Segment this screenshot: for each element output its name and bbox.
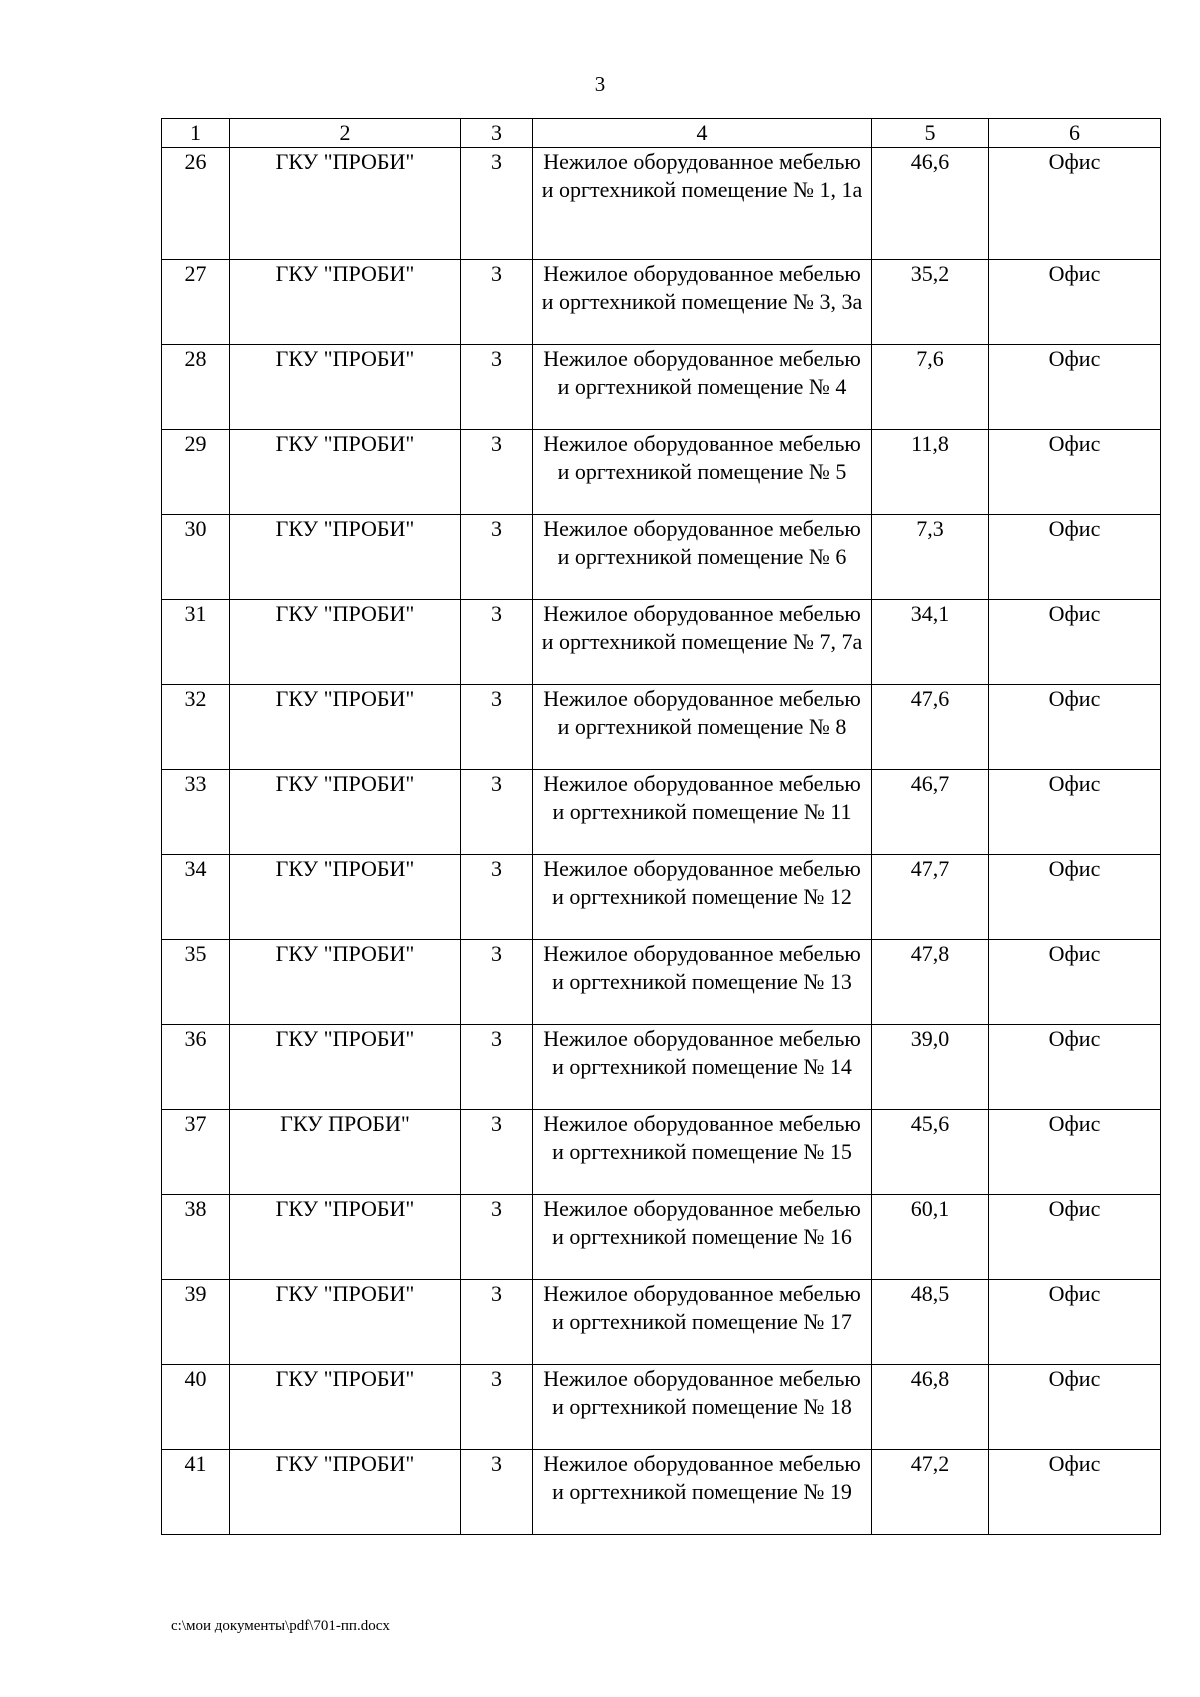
floor: 3 bbox=[461, 940, 533, 1025]
table-row bbox=[162, 770, 1161, 855]
footer-file-path: c:\мои документы\pdf\701-пп.docx bbox=[171, 1618, 390, 1634]
area: 11,8 bbox=[872, 430, 989, 515]
table-row bbox=[162, 855, 1161, 940]
column-header-4: 4 bbox=[533, 119, 872, 148]
premises-description: Нежилое оборудованное мебелью и оргтехникой помещение № 4 bbox=[533, 345, 872, 430]
organization: ГКУ "ПРОБИ" bbox=[230, 1280, 461, 1365]
table-row bbox=[162, 260, 1161, 345]
purpose: Офис bbox=[989, 1280, 1161, 1365]
premises-description: Нежилое оборудованное мебелью и оргтехникой помещение № 15 bbox=[533, 1110, 872, 1195]
purpose: Офис bbox=[989, 345, 1161, 430]
area: 46,6 bbox=[872, 148, 989, 260]
row-number: 34 bbox=[162, 855, 230, 940]
area: 7,3 bbox=[872, 515, 989, 600]
organization: ГКУ "ПРОБИ" bbox=[230, 600, 461, 685]
purpose: Офис bbox=[989, 260, 1161, 345]
purpose: Офис bbox=[989, 685, 1161, 770]
table-row bbox=[162, 1025, 1161, 1110]
table-row bbox=[162, 940, 1161, 1025]
premises-description: Нежилое оборудованное мебелью и оргтехникой помещение № 5 bbox=[533, 430, 872, 515]
premises-description: Нежилое оборудованное мебелью и оргтехникой помещение № 18 bbox=[533, 1365, 872, 1450]
row-number: 41 bbox=[162, 1450, 230, 1535]
column-header-6: 6 bbox=[989, 119, 1161, 148]
area: 7,6 bbox=[872, 345, 989, 430]
table-row bbox=[162, 1450, 1161, 1535]
organization: ГКУ "ПРОБИ" bbox=[230, 1025, 461, 1110]
organization: ГКУ "ПРОБИ" bbox=[230, 515, 461, 600]
organization: ГКУ "ПРОБИ" bbox=[230, 855, 461, 940]
premises-description: Нежилое оборудованное мебелью и оргтехникой помещение № 13 bbox=[533, 940, 872, 1025]
floor: 3 bbox=[461, 1110, 533, 1195]
area: 48,5 bbox=[872, 1280, 989, 1365]
purpose: Офис bbox=[989, 515, 1161, 600]
area: 60,1 bbox=[872, 1195, 989, 1280]
premises-description: Нежилое оборудованное мебелью и оргтехникой помещение № 1, 1а bbox=[533, 148, 872, 260]
purpose: Офис bbox=[989, 1110, 1161, 1195]
row-number: 27 bbox=[162, 260, 230, 345]
floor: 3 bbox=[461, 1280, 533, 1365]
organization: ГКУ "ПРОБИ" bbox=[230, 940, 461, 1025]
row-number: 39 bbox=[162, 1280, 230, 1365]
area: 34,1 bbox=[872, 600, 989, 685]
organization: ГКУ "ПРОБИ" bbox=[230, 260, 461, 345]
purpose: Офис bbox=[989, 1025, 1161, 1110]
area: 39,0 bbox=[872, 1025, 989, 1110]
organization: ГКУ "ПРОБИ" bbox=[230, 1365, 461, 1450]
table-row bbox=[162, 1280, 1161, 1365]
area: 47,7 bbox=[872, 855, 989, 940]
floor: 3 bbox=[461, 600, 533, 685]
floor: 3 bbox=[461, 148, 533, 260]
row-number: 30 bbox=[162, 515, 230, 600]
row-number: 40 bbox=[162, 1365, 230, 1450]
premises-description: Нежилое оборудованное мебелью и оргтехникой помещение № 14 bbox=[533, 1025, 872, 1110]
area: 46,8 bbox=[872, 1365, 989, 1450]
area: 47,6 bbox=[872, 685, 989, 770]
premises-description: Нежилое оборудованное мебелью и оргтехникой помещение № 19 bbox=[533, 1450, 872, 1535]
floor: 3 bbox=[461, 685, 533, 770]
row-number: 28 bbox=[162, 345, 230, 430]
floor: 3 bbox=[461, 430, 533, 515]
organization: ГКУ "ПРОБИ" bbox=[230, 1450, 461, 1535]
premises-description: Нежилое оборудованное мебелью и оргтехникой помещение № 7, 7а bbox=[533, 600, 872, 685]
purpose: Офис bbox=[989, 855, 1161, 940]
purpose: Офис bbox=[989, 600, 1161, 685]
table-row bbox=[162, 148, 1161, 260]
organization: ГКУ ПРОБИ" bbox=[230, 1110, 461, 1195]
organization: ГКУ "ПРОБИ" bbox=[230, 148, 461, 260]
premises-description: Нежилое оборудованное мебелью и оргтехникой помещение № 12 bbox=[533, 855, 872, 940]
table-row bbox=[162, 1195, 1161, 1280]
floor: 3 bbox=[461, 1450, 533, 1535]
table-row bbox=[162, 430, 1161, 515]
row-number: 37 bbox=[162, 1110, 230, 1195]
purpose: Офис bbox=[989, 148, 1161, 260]
table-row bbox=[162, 600, 1161, 685]
premises-description: Нежилое оборудованное мебелью и оргтехникой помещение № 6 bbox=[533, 515, 872, 600]
table-row bbox=[162, 1110, 1161, 1195]
floor: 3 bbox=[461, 1195, 533, 1280]
page-number: 3 bbox=[594, 72, 606, 96]
row-number: 35 bbox=[162, 940, 230, 1025]
column-header-2: 2 bbox=[230, 119, 461, 148]
area: 47,2 bbox=[872, 1450, 989, 1535]
area: 47,8 bbox=[872, 940, 989, 1025]
floor: 3 bbox=[461, 770, 533, 855]
floor: 3 bbox=[461, 855, 533, 940]
purpose: Офис bbox=[989, 1450, 1161, 1535]
purpose: Офис bbox=[989, 1195, 1161, 1280]
premises-description: Нежилое оборудованное мебелью и оргтехникой помещение № 17 bbox=[533, 1280, 872, 1365]
table-row bbox=[162, 1365, 1161, 1450]
floor: 3 bbox=[461, 1365, 533, 1450]
column-header-5: 5 bbox=[872, 119, 989, 148]
area: 35,2 bbox=[872, 260, 989, 345]
row-number: 31 bbox=[162, 600, 230, 685]
organization: ГКУ "ПРОБИ" bbox=[230, 770, 461, 855]
floor: 3 bbox=[461, 260, 533, 345]
column-header-3: 3 bbox=[461, 119, 533, 148]
premises-table bbox=[161, 118, 1161, 1535]
purpose: Офис bbox=[989, 430, 1161, 515]
row-number: 38 bbox=[162, 1195, 230, 1280]
table-row bbox=[162, 345, 1161, 430]
organization: ГКУ "ПРОБИ" bbox=[230, 685, 461, 770]
premises-description: Нежилое оборудованное мебелью и оргтехникой помещение № 3, 3а bbox=[533, 260, 872, 345]
premises-description: Нежилое оборудованное мебелью и оргтехникой помещение № 16 bbox=[533, 1195, 872, 1280]
floor: 3 bbox=[461, 345, 533, 430]
premises-description: Нежилое оборудованное мебелью и оргтехникой помещение № 8 bbox=[533, 685, 872, 770]
organization: ГКУ "ПРОБИ" bbox=[230, 345, 461, 430]
purpose: Офис bbox=[989, 940, 1161, 1025]
table-row bbox=[162, 515, 1161, 600]
column-header-1: 1 bbox=[162, 119, 230, 148]
row-number: 32 bbox=[162, 685, 230, 770]
row-number: 36 bbox=[162, 1025, 230, 1110]
floor: 3 bbox=[461, 1025, 533, 1110]
area: 46,7 bbox=[872, 770, 989, 855]
purpose: Офис bbox=[989, 1365, 1161, 1450]
organization: ГКУ "ПРОБИ" bbox=[230, 430, 461, 515]
table-header-row bbox=[162, 119, 1161, 148]
row-number: 33 bbox=[162, 770, 230, 855]
row-number: 29 bbox=[162, 430, 230, 515]
row-number: 26 bbox=[162, 148, 230, 260]
purpose: Офис bbox=[989, 770, 1161, 855]
area: 45,6 bbox=[872, 1110, 989, 1195]
floor: 3 bbox=[461, 515, 533, 600]
table-row bbox=[162, 685, 1161, 770]
organization: ГКУ "ПРОБИ" bbox=[230, 1195, 461, 1280]
premises-description: Нежилое оборудованное мебелью и оргтехникой помещение № 11 bbox=[533, 770, 872, 855]
